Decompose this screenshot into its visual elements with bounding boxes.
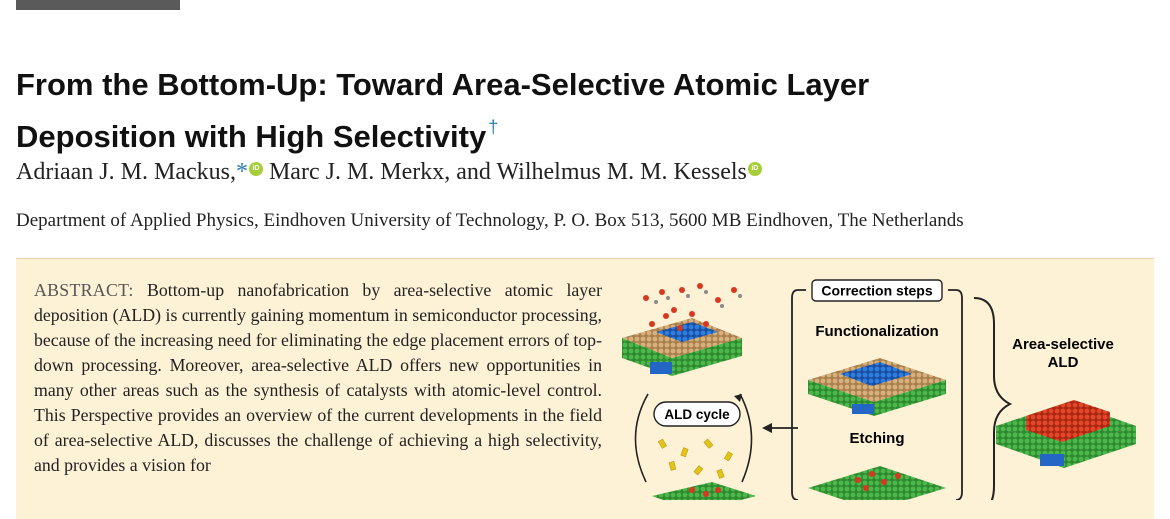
area-selective-label-1: Area-selective (1012, 336, 1114, 353)
title-line-2: Deposition with High Selectivity (16, 119, 487, 154)
curly-brace (974, 298, 1010, 500)
area-selective-label-2: ALD (1047, 354, 1079, 371)
corresponding-mark[interactable]: * (235, 159, 248, 185)
orcid-icon[interactable]: iD (249, 162, 263, 176)
author-list (16, 156, 762, 188)
toc-figure (622, 276, 1138, 500)
abstract-label: ABSTRACT: (34, 280, 134, 300)
title-dagger[interactable]: † (488, 117, 499, 137)
authors-rest[interactable]: Marc J. M. Merkx, and Wilhelmus M. M. Kessels (262, 159, 747, 185)
title-line-1: From the Bottom-Up: Toward Area-Selective Atomic Layer (16, 67, 870, 102)
panel-area-selective (996, 336, 1136, 468)
affiliation: Department of Applied Physics, Eindhoven University of Technology, P. O. Box 513, 5600 MB Eindhoven, The Netherlands (16, 210, 964, 231)
orcid-icon[interactable]: iD (748, 162, 762, 176)
abstract-text (34, 278, 602, 478)
header-bar (16, 0, 180, 10)
functionalization-label: Functionalization (815, 323, 939, 340)
abstract-body: Bottom-up nanofabrication by area-selective atomic layer deposition (ALD) is currently gaining momentum in semiconductor processing, because of the increasing need for eliminating the edge placement errors of top-down processing. Moreover, area-selective ALD offers new opportunities in many other areas such as the synthesis of catalysts with atomic-level control. This Perspective provides an overview of the current developments in the field of area-selective ALD, discusses the challenge of achieving a high selectivity, and provides a vision for (34, 280, 602, 475)
etching-label: Etching (849, 430, 905, 447)
ald-cycle-label: ALD cycle (664, 407, 730, 422)
panel-deposition (622, 283, 742, 376)
correction-steps-box (792, 280, 962, 500)
correction-steps-label: Correction steps (821, 282, 933, 299)
ald-cycle (635, 394, 756, 500)
article-title (16, 64, 1136, 158)
author-1[interactable]: Adriaan J. M. Mackus, (16, 159, 236, 185)
